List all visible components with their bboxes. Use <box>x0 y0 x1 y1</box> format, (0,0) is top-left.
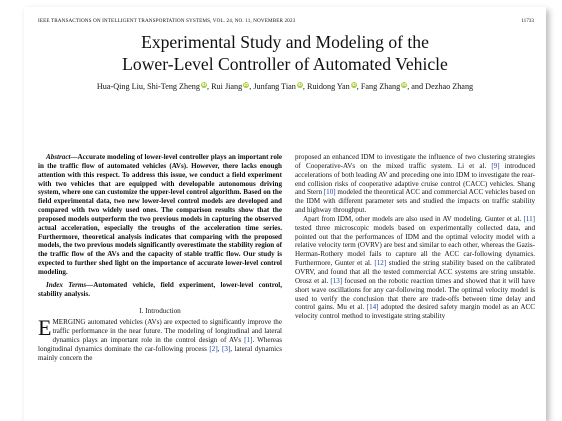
citation-link[interactable]: [3] <box>221 344 231 353</box>
abstract-text: Accurate modeling of lower-level controller plays an important role in the traffic flow of automated vehicles (AVs). However, there lacks enough attention with this respect. To address this issue, we conduct a field experiment with two vehicles that are equipped with developable autonomous driving system, where one can customize the upper-level control algorithm. Based on the field experimental data, two new lower-level control models are developed and compared with two widely used ones. The comparison results show that the proposed models outperform the two previous models in capturing the observed actual acceleration, especially the troughs of the acceleration time series. Furthermore, theoretical analysis indicates that comparing with the proposed models, the two previous models significantly overestimate the stability region of the traffic flow of the AVs and the capacity of stable traffic flow. Our study is expected to further shed light on the importance of accurate lower-level control modeling. <box>38 153 282 276</box>
orcid-icon[interactable]: iD <box>297 82 303 87</box>
journal-header: IEEE TRANSACTIONS ON INTELLIGENT TRANSPORTATION SYSTEMS, VOL. 24, NO. 11, NOVEMBER 2023 <box>38 18 296 24</box>
body-paragraph <box>295 153 535 215</box>
author-name: , and Dezhao Zhang <box>407 82 474 91</box>
orcid-icon[interactable]: iD <box>201 82 207 87</box>
intro-text: , lateral dynamics mainly concern the <box>38 344 282 362</box>
body-text: modeled the theoretical ACC and commercial ACC vehicles based on the IDM with different parameter sets and studied the impacts on traffic stability and highway throughput. <box>295 188 536 215</box>
citation-link[interactable]: [10] <box>323 188 336 197</box>
citation-link[interactable]: [1] <box>244 336 253 345</box>
intro-text: . Whereas longitudinal dynamics dominate the car-following process <box>38 336 282 353</box>
page-number: 11733 <box>521 18 534 24</box>
intro-paragraph <box>38 315 282 362</box>
citation-link[interactable]: [2] <box>209 344 218 353</box>
left-column <box>38 153 282 363</box>
body-text: focused on the robotic reaction times and showed that it will have short wave oscillations for any car-following model. The optimal velocity model is used to verify the conclusion that there are trade-offs between time delay and control gains. Mu et al. <box>295 276 535 312</box>
author-list <box>24 82 546 91</box>
intro-text: automated vehicles (AVs) are expected to significantly improve the traffic performance in the near future. The modeling of longitudinal and lateral dynamics plays an important role in the control design of AVs <box>52 318 282 345</box>
body-text: studied the string stability based on the calibrated OVRV, and found that all the tested commercial ACC systems are string unstable. Orosz et al. <box>295 259 535 285</box>
author-name: , Fang Zhang <box>356 82 401 91</box>
paper-page <box>24 7 546 421</box>
index-terms-text: Automated vehicle, field experiment, lower-level control, stability analysis. <box>38 280 283 298</box>
paper-title-line-1: Experimental Study and Modeling of the <box>141 32 429 52</box>
abstract-label: Abstract— <box>46 153 78 161</box>
body-text: Apart from IDM, other models are also used in AV modeling. Gunter et al. <box>303 214 524 223</box>
citation-link[interactable]: [9] <box>491 161 500 170</box>
orcid-icon[interactable]: iD <box>244 82 249 87</box>
body-text: introduced accelerations of both leading AV and preceding one into IDM to investigate the rear-end collision risks of cooperative adaptive cruise control (CACC) vehicles. Shang and Stern <box>295 161 536 197</box>
intro-text: , <box>217 344 222 353</box>
author-name: , Junfang Tian <box>249 82 296 91</box>
body-text: adopted the desired safety margin model as an ACC velocity control method to investigate string stability <box>295 303 535 321</box>
author-name: , Rui Jiang <box>206 82 243 91</box>
section-heading: I. Introduction <box>139 306 181 315</box>
right-column <box>295 153 535 321</box>
citation-link[interactable]: [13] <box>330 276 343 285</box>
index-terms <box>38 281 282 299</box>
citation-link[interactable]: [12] <box>374 259 387 268</box>
citation-link[interactable]: [11] <box>523 214 535 223</box>
orcid-icon[interactable]: iD <box>351 82 357 87</box>
intro-lead-word: MERGING <box>52 318 86 327</box>
body-paragraph <box>295 215 535 321</box>
author-name: Hua-Qing Liu, Shi-Teng Zheng <box>96 82 200 91</box>
index-terms-label: Index Terms— <box>46 280 94 289</box>
citation-link[interactable]: [14] <box>366 303 379 312</box>
paper-title-line-2: Lower-Level Controller of Automated Vehicle <box>122 54 448 74</box>
drop-cap: E <box>38 315 52 341</box>
body-text: tested three microscopic models based on experimentally collected data, and pointed out that the performances of IDM and the optimal velocity model with a relative velocity term (OVRV) are best and similar to each other, whereas the Gazis-Herman-Rothery model fails to capture all the ACC car-following dynamics. Furthermore, Gunter et al. <box>295 223 535 268</box>
author-name: , Ruidong Yan <box>302 82 350 91</box>
orcid-icon[interactable]: iD <box>401 82 407 87</box>
abstract <box>38 153 282 277</box>
body-text: proposed an enhanced IDM to investigate the influence of two clustering strategies of Cooperative-AVs on the mixed traffic system. Li et al. <box>295 153 535 170</box>
